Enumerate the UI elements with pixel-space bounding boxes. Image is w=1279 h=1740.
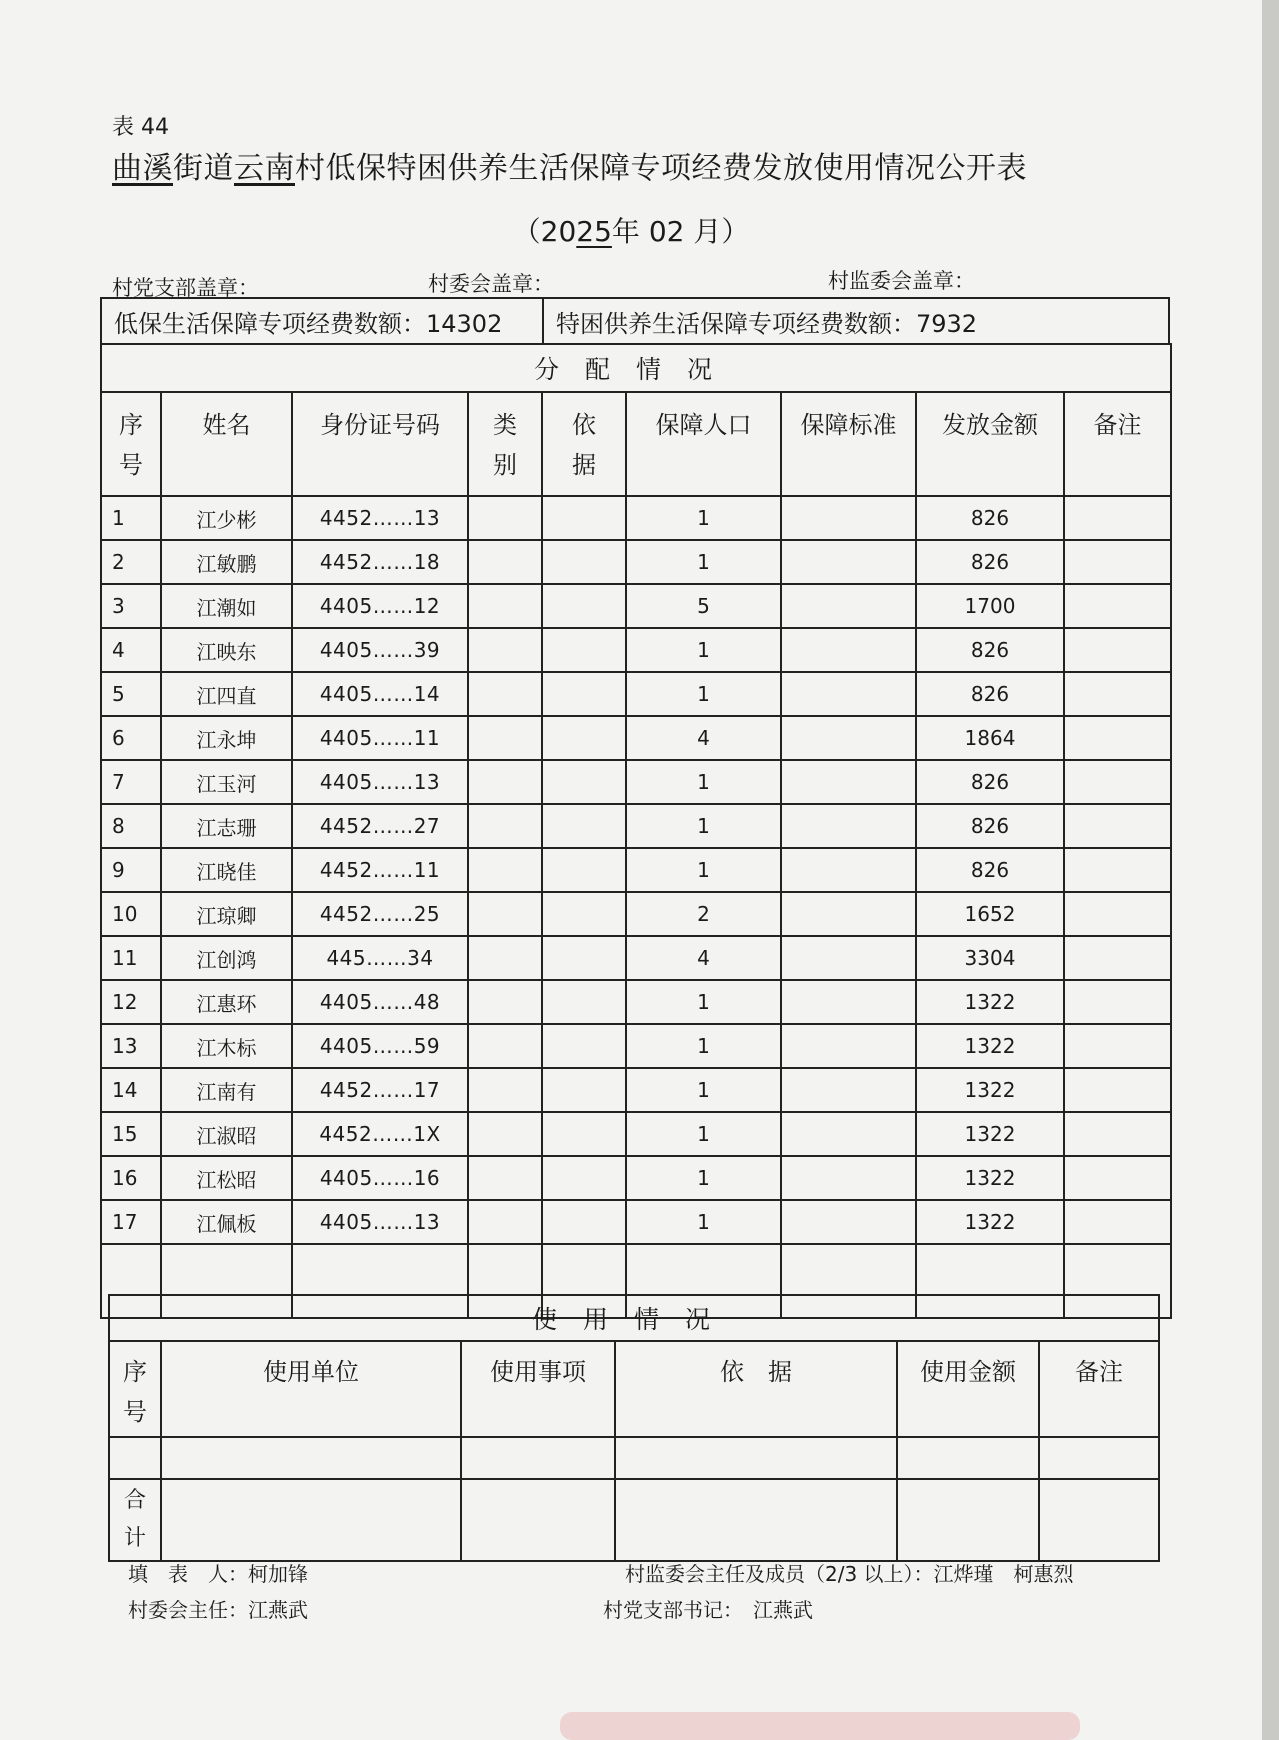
paper-edge-shadow [1262, 0, 1279, 1740]
row-id-number: 4452……25 [292, 892, 468, 936]
row-name: 江淑昭 [161, 1112, 292, 1156]
row-standard [781, 672, 916, 716]
row-id-number: 445……34 [292, 936, 468, 980]
table-row [101, 980, 1171, 1024]
row-population: 1 [626, 540, 781, 584]
form-number: 表 44 [112, 115, 169, 140]
tekun-fund-amount: 特困供养生活保障专项经费数额：7932 [556, 309, 978, 338]
distribution-header-row [101, 392, 1171, 496]
row-index: 10 [101, 892, 161, 936]
row-amount: 1322 [916, 1112, 1064, 1156]
table-row [101, 760, 1171, 804]
table-row [101, 1156, 1171, 1200]
row-amount: 826 [916, 628, 1064, 672]
empty-cell [615, 1437, 897, 1479]
row-id-number: 4405……48 [292, 980, 468, 1024]
row-name: 江玉河 [161, 760, 292, 804]
row-basis [542, 804, 626, 848]
usage-header-row [109, 1341, 1159, 1437]
row-category [468, 1200, 542, 1244]
row-category [468, 760, 542, 804]
row-amount: 3304 [916, 936, 1064, 980]
row-basis [542, 1024, 626, 1068]
header-population: 保障人口 [626, 392, 781, 496]
row-index: 15 [101, 1112, 161, 1156]
row-name: 江敏鹏 [161, 540, 292, 584]
table-row [101, 716, 1171, 760]
row-remark [1064, 584, 1171, 628]
row-remark [1064, 1200, 1171, 1244]
row-index: 14 [101, 1068, 161, 1112]
row-amount: 1652 [916, 892, 1064, 936]
row-id-number: 4452……27 [292, 804, 468, 848]
row-population: 1 [626, 496, 781, 540]
row-name: 江松昭 [161, 1156, 292, 1200]
table-row [101, 892, 1171, 936]
title-rest: 村低保特困供养生活保障专项经费发放使用情况公开表 [295, 151, 1027, 186]
row-category [468, 936, 542, 980]
empty-cell [161, 1437, 461, 1479]
row-id-number: 4452……18 [292, 540, 468, 584]
header-basis-label: 依据 [572, 411, 596, 479]
row-standard [781, 804, 916, 848]
header-name: 姓名 [161, 392, 292, 496]
header-standard: 保障标准 [781, 392, 916, 496]
row-name: 江南有 [161, 1068, 292, 1112]
committee-director-signature [128, 1594, 308, 1623]
row-standard [781, 628, 916, 672]
row-amount: 1700 [916, 584, 1064, 628]
header-category-label: 类别 [493, 411, 517, 479]
row-id-number: 4452……17 [292, 1068, 468, 1112]
header-index-label: 序号 [119, 411, 143, 479]
row-name: 江惠环 [161, 980, 292, 1024]
row-basis [542, 980, 626, 1024]
usage-total-row [109, 1479, 1159, 1561]
row-population: 2 [626, 892, 781, 936]
row-name: 江潮如 [161, 584, 292, 628]
row-index: 9 [101, 848, 161, 892]
row-index: 7 [101, 760, 161, 804]
party-secretary-name: 江燕武 [753, 1598, 813, 1622]
table-row [101, 1024, 1171, 1068]
row-name: 江琼卿 [161, 892, 292, 936]
row-basis [542, 672, 626, 716]
row-basis [542, 936, 626, 980]
row-population: 1 [626, 848, 781, 892]
row-remark [1064, 1156, 1171, 1200]
row-standard [781, 1068, 916, 1112]
row-standard [781, 892, 916, 936]
usage-blank-row [109, 1437, 1159, 1479]
row-id-number: 4405……14 [292, 672, 468, 716]
empty-cell [461, 1479, 615, 1561]
row-index: 3 [101, 584, 161, 628]
row-population: 4 [626, 716, 781, 760]
row-population: 1 [626, 628, 781, 672]
row-population: 4 [626, 936, 781, 980]
row-category [468, 496, 542, 540]
row-category [468, 980, 542, 1024]
row-category [468, 672, 542, 716]
usage-total-label [109, 1479, 161, 1561]
row-category [468, 628, 542, 672]
row-population: 1 [626, 1068, 781, 1112]
header-remark: 备注 [1064, 392, 1171, 496]
filler-label: 填 表 人： [128, 1562, 248, 1586]
usage-total-label-text: 合计 [124, 1488, 147, 1551]
row-basis [542, 496, 626, 540]
row-name: 江永坤 [161, 716, 292, 760]
row-remark [1064, 1112, 1171, 1156]
table-row [101, 1112, 1171, 1156]
row-name: 江创鸿 [161, 936, 292, 980]
usage-header-index-label: 序号 [123, 1358, 147, 1426]
row-standard [781, 1200, 916, 1244]
empty-cell [1039, 1479, 1159, 1561]
row-remark [1064, 540, 1171, 584]
row-standard [781, 936, 916, 980]
table-row [101, 628, 1171, 672]
usage-header-index [109, 1341, 161, 1437]
row-category [468, 1024, 542, 1068]
row-name: 江志珊 [161, 804, 292, 848]
filler-signature [128, 1558, 308, 1587]
row-category [468, 804, 542, 848]
distribution-table [100, 343, 1172, 1319]
supervisory-names: 江烨瑾 柯惠烈 [933, 1562, 1074, 1586]
row-id-number: 4405……13 [292, 760, 468, 804]
fund-amounts-box [100, 297, 1170, 345]
table-row [101, 848, 1171, 892]
row-standard [781, 1024, 916, 1068]
empty-cell [161, 1479, 461, 1561]
row-population: 1 [626, 980, 781, 1024]
row-amount: 826 [916, 672, 1064, 716]
usage-section-title: 使用情况 [109, 1295, 1159, 1341]
row-population: 1 [626, 804, 781, 848]
document-title [112, 143, 1027, 187]
empty-cell [615, 1479, 897, 1561]
row-id-number: 4452……1X [292, 1112, 468, 1156]
row-remark [1064, 892, 1171, 936]
bottom-blur-tape [560, 1712, 1080, 1740]
row-remark [1064, 716, 1171, 760]
header-amount: 发放金额 [916, 392, 1064, 496]
row-population: 1 [626, 760, 781, 804]
row-basis [542, 1112, 626, 1156]
row-name: 江晓佳 [161, 848, 292, 892]
row-index: 6 [101, 716, 161, 760]
header-id-number: 身份证号码 [292, 392, 468, 496]
row-index: 11 [101, 936, 161, 980]
row-population: 1 [626, 1112, 781, 1156]
row-id-number: 4405……39 [292, 628, 468, 672]
row-standard [781, 1156, 916, 1200]
row-category [468, 892, 542, 936]
title-village: 云南 [234, 151, 295, 186]
filler-name: 柯加锋 [248, 1562, 308, 1586]
row-index: 13 [101, 1024, 161, 1068]
row-amount: 826 [916, 540, 1064, 584]
usage-table [108, 1294, 1160, 1562]
row-amount: 826 [916, 760, 1064, 804]
row-amount: 1322 [916, 1200, 1064, 1244]
row-index: 4 [101, 628, 161, 672]
header-basis [542, 392, 626, 496]
table-row [101, 1200, 1171, 1244]
empty-cell [897, 1479, 1039, 1561]
row-remark [1064, 936, 1171, 980]
dibao-fund-amount: 低保生活保障专项经费数额：14302 [102, 299, 544, 343]
supervisory-committee-seal-label: 村监委会盖章： [828, 269, 975, 293]
row-index: 17 [101, 1200, 161, 1244]
row-category [468, 716, 542, 760]
party-branch-seal-label: 村党支部盖章： [112, 276, 259, 300]
table-row [101, 584, 1171, 628]
row-remark [1064, 760, 1171, 804]
report-period [0, 210, 1262, 250]
row-remark [1064, 628, 1171, 672]
row-id-number: 4405……11 [292, 716, 468, 760]
supervisory-signature [625, 1558, 1074, 1587]
row-standard [781, 980, 916, 1024]
row-population: 1 [626, 1156, 781, 1200]
row-remark [1064, 980, 1171, 1024]
party-secretary-signature [603, 1594, 813, 1623]
row-category [468, 584, 542, 628]
row-population: 1 [626, 1024, 781, 1068]
row-category [468, 1112, 542, 1156]
usage-header-remark: 备注 [1039, 1341, 1159, 1437]
row-basis [542, 1068, 626, 1112]
row-amount: 1864 [916, 716, 1064, 760]
row-population: 5 [626, 584, 781, 628]
row-name: 江少彬 [161, 496, 292, 540]
row-category [468, 848, 542, 892]
party-secretary-label: 村党支部书记： [603, 1598, 733, 1622]
row-remark [1064, 848, 1171, 892]
row-category [468, 1068, 542, 1112]
empty-cell [461, 1437, 615, 1479]
row-standard [781, 848, 916, 892]
usage-header-basis: 依 据 [615, 1341, 897, 1437]
row-amount: 826 [916, 804, 1064, 848]
row-id-number: 4452……11 [292, 848, 468, 892]
table-row [101, 496, 1171, 540]
empty-cell [109, 1437, 161, 1479]
table-row [101, 672, 1171, 716]
row-basis [542, 716, 626, 760]
row-standard [781, 1112, 916, 1156]
row-index: 8 [101, 804, 161, 848]
row-standard [781, 716, 916, 760]
row-index: 12 [101, 980, 161, 1024]
row-basis [542, 892, 626, 936]
table-row [101, 804, 1171, 848]
row-id-number: 4452……13 [292, 496, 468, 540]
empty-cell [1039, 1437, 1159, 1479]
row-category [468, 1156, 542, 1200]
row-basis [542, 1200, 626, 1244]
period-open: （20 [512, 215, 577, 248]
row-standard [781, 496, 916, 540]
row-population: 1 [626, 1200, 781, 1244]
period-rest: 年 02 月） [611, 215, 750, 248]
row-basis [542, 540, 626, 584]
row-id-number: 4405……16 [292, 1156, 468, 1200]
title-street: 街道 [173, 151, 234, 186]
header-index [101, 392, 161, 496]
row-name: 江映东 [161, 628, 292, 672]
row-remark [1064, 804, 1171, 848]
row-remark [1064, 1068, 1171, 1112]
row-basis [542, 1156, 626, 1200]
period-year-tail: 25 [576, 215, 612, 248]
row-amount: 1322 [916, 1068, 1064, 1112]
row-amount: 826 [916, 496, 1064, 540]
row-name: 江木标 [161, 1024, 292, 1068]
row-remark [1064, 1024, 1171, 1068]
table-row [101, 540, 1171, 584]
row-category [468, 540, 542, 584]
row-basis [542, 584, 626, 628]
empty-cell [897, 1437, 1039, 1479]
row-basis [542, 848, 626, 892]
distribution-section-title: 分配情况 [101, 344, 1171, 392]
row-index: 1 [101, 496, 161, 540]
row-amount: 1322 [916, 1156, 1064, 1200]
row-index: 5 [101, 672, 161, 716]
row-basis [542, 628, 626, 672]
row-basis [542, 760, 626, 804]
header-category [468, 392, 542, 496]
title-town: 曲溪 [112, 151, 173, 186]
supervisory-label: 村监委会主任及成员（2/3 以上）： [625, 1562, 934, 1586]
row-amount: 1322 [916, 980, 1064, 1024]
row-standard [781, 540, 916, 584]
usage-header-item: 使用事项 [461, 1341, 615, 1437]
usage-header-unit: 使用单位 [161, 1341, 461, 1437]
committee-director-name: 江燕武 [248, 1598, 308, 1622]
row-amount: 1322 [916, 1024, 1064, 1068]
row-remark [1064, 672, 1171, 716]
row-amount: 826 [916, 848, 1064, 892]
usage-header-amount: 使用金额 [897, 1341, 1039, 1437]
row-name: 江佩板 [161, 1200, 292, 1244]
row-population: 1 [626, 672, 781, 716]
village-committee-seal-label: 村委会盖章： [428, 272, 554, 296]
row-name: 江四直 [161, 672, 292, 716]
row-standard [781, 584, 916, 628]
table-row [101, 936, 1171, 980]
row-index: 2 [101, 540, 161, 584]
row-id-number: 4405……59 [292, 1024, 468, 1068]
committee-director-label: 村委会主任： [128, 1598, 248, 1622]
row-remark [1064, 496, 1171, 540]
row-id-number: 4405……13 [292, 1200, 468, 1244]
row-standard [781, 760, 916, 804]
table-row [101, 1068, 1171, 1112]
row-id-number: 4405……12 [292, 584, 468, 628]
row-index: 16 [101, 1156, 161, 1200]
